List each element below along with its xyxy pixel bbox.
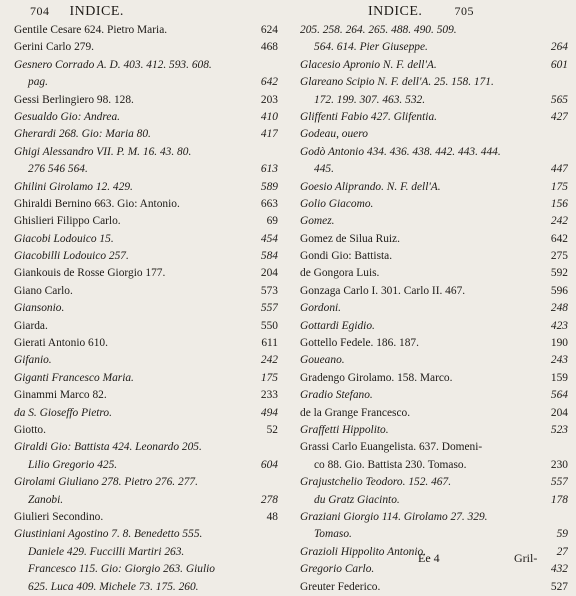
index-entry-line [14,179,278,196]
index-entry-line [300,509,568,526]
entry-text: Zanobi. [28,493,64,506]
index-entry [14,439,278,474]
entry-text: Daniele 429. Fuccilli Martiri 263. [28,545,185,558]
entry-text: Ghiraldi Bernino 663. Gio: Antonio. [14,197,180,210]
page-reference: 242 [259,352,278,369]
index-entry [300,474,568,509]
index-entry-line [14,526,278,543]
page-reference: 604 [259,457,278,474]
page-reference: 203 [259,92,278,109]
entry-text: Gomez. [300,215,335,228]
index-entry-line [300,422,568,439]
index-entry [300,318,568,335]
entry-text: Ginammi Marco 82. [14,389,107,402]
entry-text: Giotto. [14,423,46,436]
left-index-column [14,22,278,596]
entry-text: Gradio Stefano. [300,389,373,402]
index-entry [14,474,278,509]
entry-text: Giustiniani Agostino 7. 8. Benedetto 555. [14,528,203,541]
page-reference: 611 [259,335,278,352]
index-entry [14,109,278,126]
entry-text: Gherardi 268. Gio: Maria 80. [14,128,151,141]
entry-text: Gondi Gio: Battista. [300,250,393,263]
index-entry [300,579,568,596]
entry-text: 172. 199. 307. 463. 532. [314,93,426,106]
index-entry [14,300,278,317]
page-reference: 69 [265,213,278,230]
page-reference: 564 [549,387,568,404]
index-entry [300,422,568,439]
entry-text: Gottello Fedele. 186. 187. [300,337,419,350]
index-entry [14,387,278,404]
index-entry-line [300,92,568,109]
index-entry [300,335,568,352]
entry-text: Giulieri Secondino. [14,510,104,523]
index-entry [14,213,278,230]
page-reference: 523 [549,422,568,439]
entry-text: de Gongora Luis. [300,267,380,280]
index-entry-line [300,265,568,282]
page-reference: 59 [555,526,568,543]
right-page-number: 705 [454,4,474,18]
page-reference: 589 [259,179,278,196]
entry-text: Lilio Gregorio 425. [28,458,118,471]
index-entry-line [14,231,278,248]
index-entry [300,439,568,474]
left-running-title: INDICE. [69,4,124,19]
index-entry [14,179,278,196]
index-entry-line [300,248,568,265]
index-entry-line [14,39,278,56]
entry-text: Gradengo Girolamo. 158. Marco. [300,371,453,384]
entry-text: Gentile Cesare 624. Pietro Maria. [14,24,168,36]
entry-text: Godeau, ouero [300,128,368,141]
entry-text: Gonzaga Carlo I. 301. Carlo II. 467. [300,284,466,297]
entry-text: Greuter Federico. [300,580,381,593]
entry-text: Gessi Berlingiero 98. 128. [14,93,134,106]
index-entry [14,248,278,265]
page-reference: 159 [549,370,568,387]
index-entry [14,370,278,387]
entry-text: Godò Antonio 434. 436. 438. 442. 443. 444. [300,145,501,158]
index-entry-line [300,439,568,456]
index-entry-line [14,439,278,456]
index-entry [300,213,568,230]
page-reference: 52 [265,422,278,439]
index-entry [300,387,568,404]
entry-text: Ghigi Alessandro VII. P. M. 16. 43. 80. [14,145,192,158]
index-entry-line [300,161,568,178]
page-reference: 275 [549,248,568,265]
page-reference: 156 [549,196,568,213]
index-entry-line [14,318,278,335]
entry-text: du Gratz Giacinto. [314,493,400,506]
page-reference: 596 [549,283,568,300]
index-entry-line [300,387,568,404]
page-reference: 642 [549,231,568,248]
index-entry-line [300,474,568,491]
index-entry-line [300,300,568,317]
page-reference: 410 [259,109,278,126]
entry-text: Francesco 115. Gio: Giorgio 263. Giulio [28,563,215,576]
index-entry [14,405,278,422]
index-entry [14,144,278,179]
index-entry [14,126,278,143]
page-reference: 417 [259,126,278,143]
entry-text: Giraldi Gio: Battista 424. Leonardo 205. [14,441,202,454]
entry-text: Giansonio. [14,302,65,315]
left-page-header [30,4,124,20]
index-entry-line [14,335,278,352]
entry-text: da S. Gioseffo Pietro. [14,406,112,419]
index-entry [300,109,568,126]
index-entry-line [14,92,278,109]
entry-text: Giacobilli Lodouico 257. [14,250,129,263]
page-reference: 447 [549,161,568,178]
page-reference: 230 [549,457,568,474]
index-entry [14,92,278,109]
index-entry-line [14,144,278,161]
index-entry [14,22,278,39]
entry-text: Gesualdo Gio: Andrea. [14,110,120,123]
entry-text: pag. [28,76,48,89]
index-entry-line [300,39,568,56]
index-entry [14,318,278,335]
index-entry-line [300,283,568,300]
right-running-title: INDICE. [368,4,423,19]
page-reference: 204 [549,405,568,422]
index-entry-line [14,457,278,474]
index-entry-line [14,248,278,265]
index-entry-line [14,579,278,596]
entry-text: Goueano. [300,354,345,367]
page-footer [0,551,576,571]
page-reference: 550 [259,318,278,335]
page-reference: 573 [259,283,278,300]
entry-text: Gottardi Egidio. [300,319,375,332]
index-entry-line [14,509,278,526]
entry-text: Gerini Carlo 279. [14,41,95,54]
index-entry-line [14,492,278,509]
index-entry [300,179,568,196]
index-entry-line [14,161,278,178]
page-reference: 432 [549,561,568,578]
entry-text: Giano Carlo. [14,284,73,297]
page-reference: 642 [259,74,278,91]
page-reference: 557 [259,300,278,317]
index-entry [14,265,278,282]
index-entry [14,335,278,352]
index-entry-line [300,457,568,474]
index-entry-line [14,422,278,439]
index-entry [300,196,568,213]
index-entry-line [300,109,568,126]
index-entry [300,22,568,57]
index-entry [300,283,568,300]
index-entry [300,352,568,369]
page-reference: 584 [259,248,278,265]
index-entry [300,126,568,143]
page-reference: 592 [549,265,568,282]
page-reference: 454 [259,231,278,248]
index-entry-line [300,144,568,161]
entry-text: Grajustchelio Teodoro. 152. 467. [300,476,452,489]
index-entry-line [300,492,568,509]
index-entry-line [300,526,568,543]
right-page-header [368,4,474,20]
index-entry-line [14,283,278,300]
index-entry-line [300,370,568,387]
entry-text: Gesnero Corrado A. D. 403. 412. 593. 608. [14,58,212,71]
entry-text: Ghislieri Filippo Carlo. [14,215,121,228]
entry-text: Glacesio Apronio N. F. dell'A. [300,58,437,71]
entry-text: Giacobi Lodouico 15. [14,232,114,245]
page-reference: 175 [549,179,568,196]
index-entry-line [300,179,568,196]
page-reference: 264 [549,39,568,56]
page-reference: 278 [259,492,278,509]
index-entry-line [14,213,278,230]
page-reference: 427 [549,109,568,126]
index-entry [14,422,278,439]
index-entry-line [300,74,568,91]
page-reference: 565 [549,92,568,109]
page-reference: 242 [549,213,568,230]
entry-text: Tomaso. [314,528,352,541]
index-entry-line [14,196,278,213]
entry-text: Giarda. [14,319,48,332]
index-entry [300,231,568,248]
index-entry-line [300,352,568,369]
page-reference: 557 [549,474,568,491]
entry-text: 564. 614. Pier Giuseppe. [314,41,428,54]
entry-text: Goesio Aliprando. N. F. dell'A. [300,180,441,193]
entry-text: 445. [314,163,334,176]
index-entry-line [300,231,568,248]
index-entry [14,196,278,213]
index-entry [300,144,568,179]
index-entry [14,39,278,56]
index-entry-line [14,352,278,369]
entry-text: Graziani Giorgio 114. Girolamo 27. 329. [300,510,488,523]
entry-text: de la Grange Francesco. [300,406,411,419]
index-entry [14,57,278,92]
entry-text: Gomez de Silua Ruiz. [300,232,400,245]
index-entry-line [300,126,568,143]
index-entry [300,405,568,422]
index-entry [14,283,278,300]
index-entry [300,74,568,109]
index-entry-line [300,318,568,335]
entry-text: Giankouis de Rosse Giorgio 177. [14,267,166,280]
index-entry-line [300,213,568,230]
index-entry [300,57,568,74]
page-reference: 175 [259,370,278,387]
index-entry [14,509,278,526]
page-reference: 601 [549,57,568,74]
index-entry [300,509,568,544]
page-reference: 48 [265,509,278,526]
page-reference: 204 [259,265,278,282]
index-entry-line [14,109,278,126]
entry-text: Girolami Giuliano 278. Pietro 276. 277. [14,476,198,489]
entry-text: Gliffenti Fabio 427. Glifentia. [300,110,437,123]
entry-text: Giganti Francesco Maria. [14,371,134,384]
page-reference: 233 [259,387,278,404]
entry-text: 276 546 564. [28,163,88,176]
page-reference: 663 [259,196,278,213]
index-entry-line [14,126,278,143]
index-entry [300,300,568,317]
entry-text: Graffetti Hippolito. [300,423,389,436]
index-entry-line [14,474,278,491]
page-reference: 243 [549,352,568,369]
entry-text: co 88. Gio. Battista 230. Tomaso. [314,458,467,471]
entry-text: 625. Luca 409. Michele 73. 175. 260. [28,580,199,593]
page-reference: 468 [259,39,278,56]
entry-text: 205. 258. 264. 265. 488. 490. 509. [300,24,457,36]
index-entry-line [300,579,568,596]
index-entry-line [14,22,278,39]
entry-text: Gregorio Carlo. [300,563,375,576]
index-entry-line [14,405,278,422]
entry-text: Grazioli Hippolito Antonio. [300,545,427,558]
entry-text: Ghilini Girolamo 12. 429. [14,180,133,193]
index-entry [14,352,278,369]
index-entry [300,370,568,387]
entry-text: Grassi Carlo Euangelista. 637. Domeni- [300,441,483,454]
index-entry-line [300,57,568,74]
page-reference: 624 [259,22,278,39]
index-entry-line [300,196,568,213]
index-entry-line [14,370,278,387]
index-entry-line [300,22,568,39]
index-entry-line [14,300,278,317]
page-reference: 423 [549,318,568,335]
index-entry-line [14,74,278,91]
page-reference: 27 [555,544,568,561]
index-entry [14,231,278,248]
entry-text: Golio Giacomo. [300,197,374,210]
index-entry-line [14,387,278,404]
index-entry-line [14,265,278,282]
index-entry-line [300,335,568,352]
page-reference: 527 [549,579,568,596]
right-index-column [300,22,568,596]
index-entry [300,248,568,265]
page-reference: 248 [549,300,568,317]
page-reference: 613 [259,161,278,178]
entry-text: Gordoni. [300,302,342,315]
entry-text: Gierati Antonio 610. [14,337,108,350]
signature-mark: Ee 4 [418,551,440,565]
index-entry [300,265,568,282]
page-reference: 190 [549,335,568,352]
catchword: Gril- [514,551,538,565]
entry-text: Gifanio. [14,354,52,367]
entry-text: Glareano Scipio N. F. dell'A. 25. 158. 171. [300,76,494,89]
index-entry-line [300,405,568,422]
page-reference: 178 [549,492,568,509]
index-entry-line [14,57,278,74]
page-reference: 494 [259,405,278,422]
left-page-number: 704 [30,4,50,18]
